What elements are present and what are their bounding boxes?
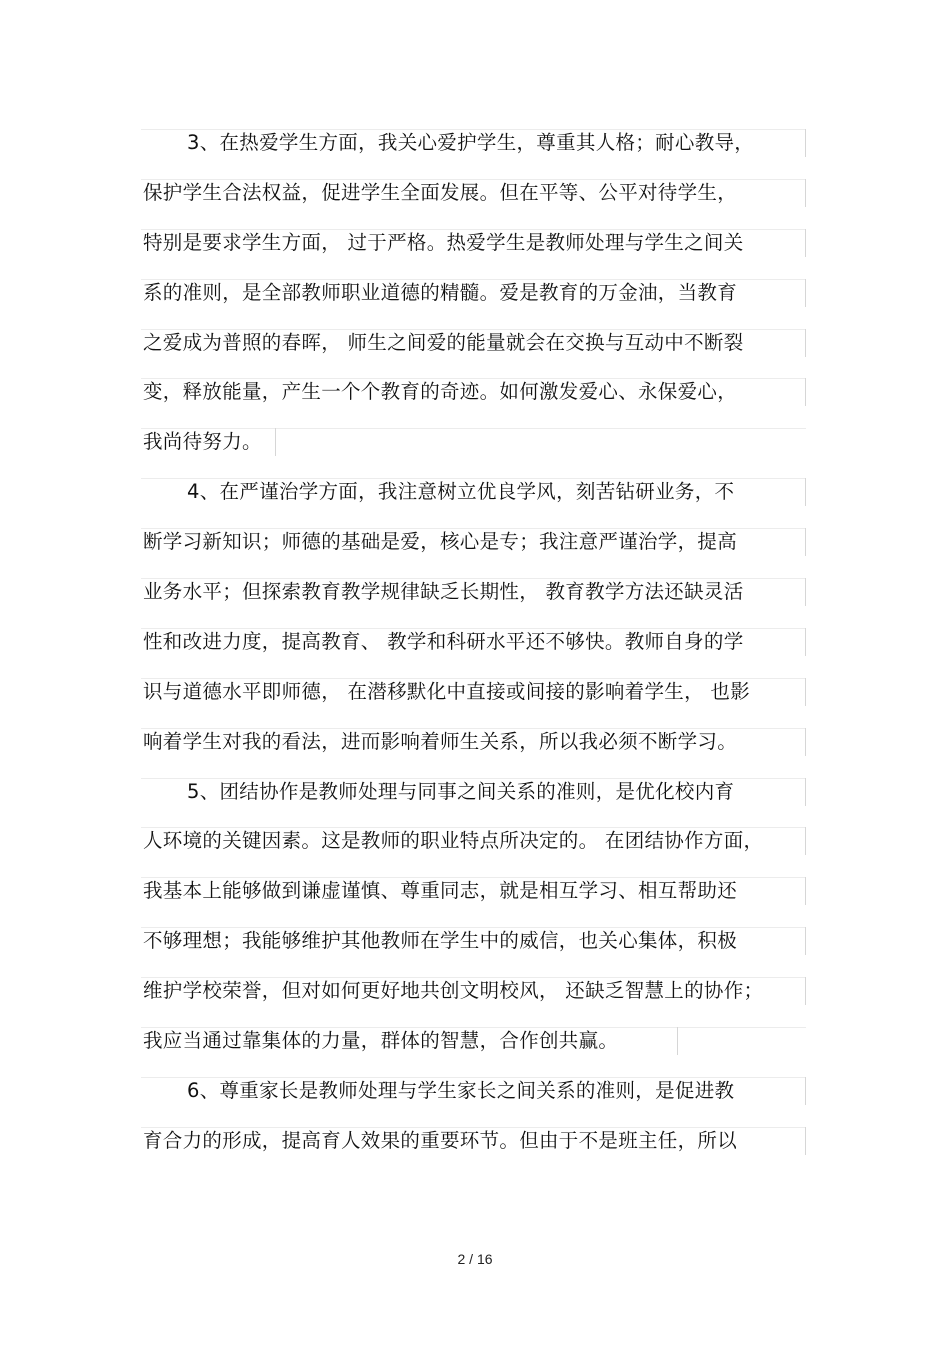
paragraph-4-line-2: 断学习新知识；师德的基础是爱，核心是专；我注意严谨治学，提高 xyxy=(143,517,806,567)
paragraph-4-line-4: 性和改进力度，提高教育、 教学和科研水平还不够快。教师自身的学 xyxy=(143,617,806,667)
paragraph-4-line-5: 识与道德水平即师德， 在潜移默化中直接或间接的影响着学生， 也影 xyxy=(143,667,806,717)
paragraph-6-line-2: 育合力的形成，提高育人效果的重要环节。但由于不是班主任，所以 xyxy=(143,1116,806,1166)
paragraph-3-line-6: 变，释放能量，产生一个个教育的奇迹。如何激发爱心、永保爱心， xyxy=(143,367,806,417)
body-text xyxy=(143,118,806,1166)
paragraph-5-line-4: 不够理想；我能够维护其他教师在学生中的威信，也关心集体，积极 xyxy=(143,916,806,966)
paragraph-3-line-2: 保护学生合法权益，促进学生全面发展。但在平等、公平对待学生， xyxy=(143,168,806,218)
paragraph-4-line-1: 4、在严谨治学方面，我注意树立优良学风，刻苦钻研业务，不 xyxy=(143,467,806,517)
paragraph-5-line-1: 5、团结协作是教师处理与同事之间关系的准则，是优化校内育 xyxy=(143,767,806,817)
paragraph-3-line-7: 我尚待努力。 xyxy=(143,417,806,467)
paragraph-4-line-6: 响着学生对我的看法，进而影响着师生关系，所以我必须不断学习。 xyxy=(143,717,806,767)
paragraph-3-line-3: 特别是要求学生方面， 过于严格。热爱学生是教师处理与学生之间关 xyxy=(143,218,806,268)
page-number: 2 / 16 xyxy=(457,1251,493,1267)
paragraph-6-line-1: 6、尊重家长是教师处理与学生家长之间关系的准则，是促进教 xyxy=(143,1066,806,1116)
paragraph-5-line-3: 我基本上能够做到谦虚谨慎、尊重同志，就是相互学习、相互帮助还 xyxy=(143,866,806,916)
paragraph-3-line-1: 3、在热爱学生方面，我关心爱护学生，尊重其人格；耐心教导， xyxy=(143,118,806,168)
paragraph-5-line-2: 人环境的关键因素。这是教师的职业特点所决定的。 在团结协作方面， xyxy=(143,816,806,866)
paragraph-3-line-5: 之爱成为普照的春晖， 师生之间爱的能量就会在交换与互动中不断裂 xyxy=(143,318,806,368)
paragraph-4-line-3: 业务水平；但探索教育教学规律缺乏长期性， 教育教学方法还缺灵活 xyxy=(143,567,806,617)
paragraph-5-line-6: 我应当通过靠集体的力量，群体的智慧，合作创共赢。 xyxy=(143,1016,806,1066)
paragraph-3-line-4: 系的准则，是全部教师职业道德的精髓。爱是教育的万金油，当教育 xyxy=(143,268,806,318)
paragraph-5-line-5: 维护学校荣誉，但对如何更好地共创文明校风， 还缺乏智慧上的协作； xyxy=(143,966,806,1016)
